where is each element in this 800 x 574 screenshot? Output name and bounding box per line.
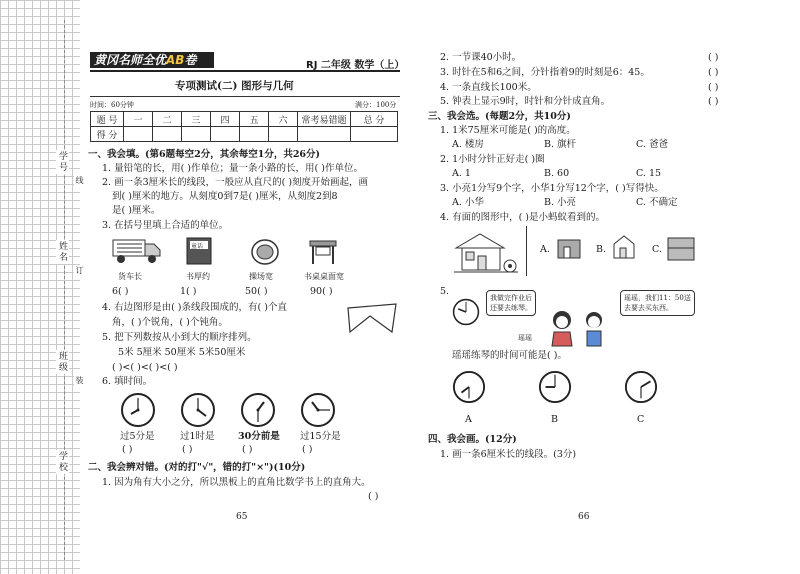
clock-icon (452, 370, 486, 404)
truck-icon (112, 236, 162, 266)
item-value[interactable]: 90( ) (310, 286, 333, 297)
option[interactable]: C. (652, 244, 662, 255)
girl-name: 瑶瑶 (518, 334, 532, 342)
option[interactable]: A. 小华 (452, 197, 484, 208)
test-title: 专项测试(二) 图形与几何 (175, 80, 294, 92)
edition-label: RJ 二年级 数学（上） (306, 60, 405, 71)
s1-q5-values: 5米 5厘米 50厘米 5米50厘米 (118, 347, 246, 358)
s1-q6: 6. 填时间。 (102, 376, 153, 387)
option[interactable]: A. (540, 244, 550, 255)
s1-q2-line3: 是( )厘米。 (112, 205, 161, 216)
s1-q2-line1: 2. 画一条3厘米长的线段，一般应从直尺的( )刻度开始画起，画 (102, 177, 369, 188)
s3-q1: 1. 1米75厘米可能是( )的高度。 (440, 125, 576, 136)
clock-icon (180, 392, 216, 428)
cut-mark: 装 (75, 376, 84, 386)
option[interactable]: A. 楼房 (452, 139, 484, 150)
label-class: 班级 (57, 351, 67, 373)
option[interactable]: B (551, 414, 558, 425)
s1-q5: 5. 把下列数按从小到大的顺序排列。 (102, 332, 257, 343)
house-scene (450, 226, 520, 276)
s3-q3: 3. 小亮1分写9个字，小华1分写12个字，( )写得快。 (440, 183, 664, 194)
option[interactable]: A (465, 414, 472, 425)
clock-icon (240, 392, 276, 428)
header-rule (90, 70, 400, 72)
table-row: 得 分 (91, 127, 398, 142)
clock-icon (624, 370, 658, 404)
s1-q4-line1: 4. 右边图形是由( )条线段围成的，有( )个直 (102, 302, 287, 313)
time-limit: 时间：60分钟 (90, 101, 134, 109)
option[interactable]: C. 15 (636, 168, 662, 179)
desk-icon (308, 238, 338, 266)
clock-icon (300, 392, 336, 428)
answer-blank[interactable]: ( ) (708, 52, 719, 63)
answer-blank[interactable]: ( ) (302, 444, 313, 455)
label-school: 学校 (57, 451, 67, 473)
answer-blank[interactable]: ( ) (708, 67, 719, 78)
item-label: 书桌桌面宽 (304, 272, 344, 281)
cut-mark: 线 (75, 176, 84, 186)
clock-label: 30分前是 (238, 431, 280, 442)
option[interactable]: B. 60 (544, 168, 570, 179)
option[interactable]: C. 爸爸 (636, 139, 668, 150)
s1-q1: 1. 量铅笔的长，用( )作单位；量一条小路的长，用( )作单位。 (102, 163, 363, 174)
item-label: 书厚约 (186, 272, 210, 281)
s1-q4-line2: 角，( )个锐角，( )个钝角。 (112, 317, 228, 328)
item-label: 货车长 (118, 272, 142, 281)
section4-title: 四、我会画。(12分) (428, 434, 517, 445)
s1-q5-order[interactable]: ( )<( )<( )<( ) (112, 362, 178, 373)
s3-q4: 4. 有面的图形中，( )是小蚂蚁看到的。 (440, 212, 606, 223)
item-value[interactable]: 6( ) (112, 286, 129, 297)
cut-mark: 订 (75, 266, 84, 276)
s2-q3: 3. 时针在5和6之间，分针指着9的时刻是6：45。 (440, 67, 650, 78)
children-icon (546, 308, 612, 348)
answer-blank[interactable]: ( ) (368, 491, 379, 502)
section1-title: 一、我会填。(第6题每空2分，其余每空1分，共26分) (88, 149, 321, 160)
s2-q2: 2. 一节课40小时。 (440, 52, 522, 63)
s4-q1: 1. 画一条6厘米长的线段。(3分) (440, 449, 577, 460)
option[interactable]: C (637, 414, 645, 425)
option[interactable]: B. (596, 244, 607, 255)
clock-icon (452, 298, 480, 326)
clock-icon (120, 392, 156, 428)
score-table (90, 111, 398, 142)
option[interactable]: C. 不确定 (636, 197, 678, 208)
option[interactable]: A. 1 (452, 168, 471, 179)
page-number: 65 (236, 512, 248, 522)
clock-icon (538, 370, 572, 404)
option[interactable]: B. 小亮 (544, 197, 577, 208)
full-score: 满分：100分 (355, 101, 397, 109)
speech-bubble: 瑶瑶，我们11：50送 去要去买东西。 (620, 290, 695, 316)
view-b-icon (612, 234, 636, 260)
item-value[interactable]: 1( ) (180, 286, 197, 297)
label-name: 姓名 (57, 241, 67, 263)
s3-q5: 5. (440, 286, 450, 297)
option[interactable]: B. 旗杆 (544, 139, 577, 150)
cut-line (64, 20, 65, 560)
s2-q1: 1. 因为角有大小之分，所以黑板上的直角比数学书上的直角大。 (102, 477, 371, 488)
s2-q5: 5. 钟表上显示9时，时针和分针成直角。 (440, 96, 611, 107)
divider (526, 226, 527, 276)
clock-label: 过5分是 (120, 431, 155, 442)
s2-q4: 4. 一条直线长100米。 (440, 82, 537, 93)
brand-banner: 黄冈名师全优AB卷 (90, 52, 214, 68)
playground-icon (250, 238, 280, 266)
answer-blank[interactable]: ( ) (122, 444, 133, 455)
section2-title: 二、我会辨对错。(对的打"√"，错的打"×")(10分) (88, 462, 306, 473)
s1-q2-line2: 到( )厘米的地方。从刻度0到7是( )厘米，从刻度2到8 (112, 191, 338, 202)
book-label: 童话 (191, 243, 204, 250)
speech-bubble: 我做完作业后 还要去练琴。 (486, 290, 536, 316)
divider (90, 96, 400, 97)
s3-q2: 2. 1小时分针正好走( )圈 (440, 154, 545, 165)
item-label: 操场宽 (249, 272, 273, 281)
grid-binding-strip (0, 0, 84, 574)
clock-label: 过15分是 (300, 431, 341, 442)
answer-blank[interactable]: ( ) (708, 82, 719, 93)
label-student-id: 学号 (57, 151, 67, 173)
s3-q5-text: 瑶瑶练琴的时间可能是( )。 (452, 350, 567, 361)
table-row: 题 号 一 二 三 四 五 六 常考易错题 总 分 (91, 112, 398, 127)
answer-blank[interactable]: ( ) (708, 96, 719, 107)
clock-label: 过1时是 (180, 431, 215, 442)
answer-blank[interactable]: ( ) (182, 444, 193, 455)
view-a-icon (556, 238, 582, 260)
answer-blank[interactable]: ( ) (242, 444, 253, 455)
s1-q3: 3. 在括号里填上合适的单位。 (102, 220, 229, 231)
item-value[interactable]: 50( ) (245, 286, 268, 297)
polygon-figure (346, 302, 398, 334)
section3-title: 三、我会选。(每题2分，共10分) (428, 111, 571, 122)
view-c-icon (666, 236, 696, 262)
page-number: 66 (578, 512, 590, 522)
